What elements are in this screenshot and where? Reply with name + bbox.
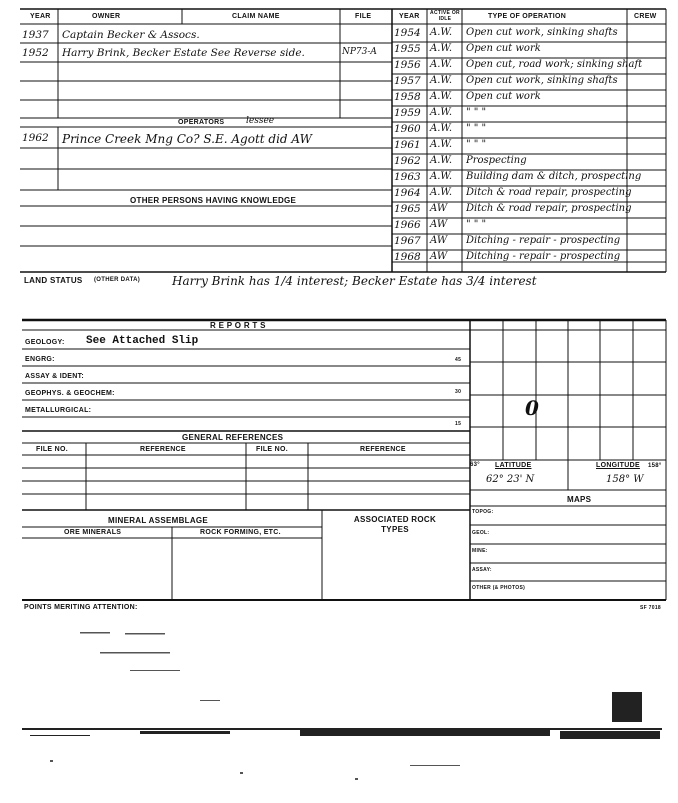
operation-year: 1954 xyxy=(394,27,421,39)
operation-status: AW xyxy=(430,235,448,246)
operation-type: Ditch & road repair, prospecting xyxy=(466,203,632,214)
operation-status: A.W. xyxy=(430,59,453,70)
operation-year: 1960 xyxy=(394,123,421,135)
operation-status: A.W. xyxy=(430,43,453,54)
land-status-sub: (OTHER DATA) xyxy=(94,277,141,283)
operation-year: 1962 xyxy=(394,155,421,167)
scale-45: 45 xyxy=(455,357,462,363)
assay-label: ASSAY & IDENT: xyxy=(25,373,85,380)
operation-type: Ditching - repair - prospecting xyxy=(466,251,621,262)
geophys-label: GEOPHYS. & GEOCHEM: xyxy=(25,390,115,397)
engrg-label: ENGRG: xyxy=(25,356,55,363)
longitude-label: LONGITUDE xyxy=(596,462,640,469)
operation-type: " " " xyxy=(466,219,487,230)
operators-label: OPERATORS xyxy=(178,119,225,126)
operation-status: AW xyxy=(430,203,448,214)
land-status-text: Harry Brink has 1/4 interest; Becker Estate has 3/4 interest xyxy=(172,274,537,288)
operation-status: AW xyxy=(430,251,448,262)
maps-topog: TOPOG: xyxy=(472,509,494,515)
operation-status: A.W. xyxy=(430,123,453,134)
operation-type: " " " xyxy=(466,107,487,118)
operation-type: Open cut work, sinking shafts xyxy=(466,75,618,86)
operation-type: " " " xyxy=(466,123,487,134)
operation-year: 1956 xyxy=(394,59,421,71)
operation-status: A.W. xyxy=(430,187,453,198)
header-owner: OWNER xyxy=(92,13,121,20)
operation-type: Building dam & ditch, prospecting xyxy=(466,171,642,182)
header-claim-name: CLAIM NAME xyxy=(232,13,280,20)
owner-year-2: 1952 xyxy=(22,47,49,59)
operation-type: Open cut work xyxy=(466,91,541,102)
rock-forming-label: ROCK FORMING, ETC. xyxy=(200,529,281,536)
maps-other: OTHER (& PHOTOS) xyxy=(472,585,526,591)
operation-type: Ditch & road repair, prospecting xyxy=(466,187,632,198)
operation-type: Ditching - repair - prospecting xyxy=(466,235,621,246)
metallurgical-label: METALLURGICAL: xyxy=(25,407,92,414)
operation-status: A.W. xyxy=(430,107,453,118)
operation-status: A.W. xyxy=(430,139,453,150)
operation-year: 1958 xyxy=(394,91,421,103)
gr-file-no-2: FILE NO. xyxy=(256,446,288,453)
header-file: FILE xyxy=(355,13,372,20)
grid-corner-right: 158° xyxy=(648,463,662,469)
owner-name-1: Captain Becker & Assocs. xyxy=(62,29,200,41)
operation-year: 1967 xyxy=(394,235,421,247)
maps-assay: ASSAY: xyxy=(472,567,492,573)
operation-year: 1959 xyxy=(394,107,421,119)
operation-year: 1964 xyxy=(394,187,421,199)
general-references-title: GENERAL REFERENCES xyxy=(182,433,284,442)
operation-status: A.W. xyxy=(430,171,453,182)
operation-type: Open cut, road work; sinking shaft xyxy=(466,59,643,70)
gr-reference-1: REFERENCE xyxy=(140,446,186,453)
operation-status: A.W. xyxy=(430,155,453,166)
scale-30: 30 xyxy=(455,389,462,395)
header-year-right: YEAR xyxy=(399,13,420,20)
other-persons-label: OTHER PERSONS HAVING KNOWLEDGE xyxy=(130,196,297,205)
owner-year-1: 1937 xyxy=(22,29,49,41)
operator-name-1: Prince Creek Mng Co? S.E. Agott did AW xyxy=(62,132,312,146)
geology-value: See Attached Slip xyxy=(86,335,199,347)
header-active-idle: ACTIVE OR IDLE xyxy=(430,10,460,22)
ore-minerals-label: ORE MINERALS xyxy=(64,529,122,536)
gr-reference-2: REFERENCE xyxy=(360,446,406,453)
header-crew: CREW xyxy=(634,13,657,20)
operation-year: 1955 xyxy=(394,43,421,55)
longitude-value: 158° W xyxy=(606,474,644,485)
operation-status: A.W. xyxy=(430,75,453,86)
maps-title: MAPS xyxy=(567,495,592,504)
geology-label: GEOLOGY: xyxy=(25,339,65,346)
maps-mine: MINE: xyxy=(472,548,488,554)
operation-year: 1965 xyxy=(394,203,421,215)
operators-note: lessee xyxy=(246,116,275,126)
reports-title: R E P O R T S xyxy=(210,321,266,330)
operation-year: 1961 xyxy=(394,139,421,151)
operation-type: " " " xyxy=(466,139,487,150)
operation-status: A.W. xyxy=(430,91,453,102)
operation-year: 1968 xyxy=(394,251,421,263)
mineral-assemblage-title: MINERAL ASSEMBLAGE xyxy=(108,516,209,525)
latitude-value: 62° 23' N xyxy=(486,474,535,485)
operation-year: 1957 xyxy=(394,75,421,87)
operation-year: 1963 xyxy=(394,171,421,183)
operator-year-1: 1962 xyxy=(22,132,49,144)
header-type-of-operation: TYPE OF OPERATION xyxy=(488,13,567,20)
maps-geol: GEOL: xyxy=(472,530,490,536)
associated-rock-types-label: ASSOCIATED ROCK TYPES xyxy=(353,515,437,534)
operation-status: AW xyxy=(430,219,448,230)
operation-type: Open cut work, sinking shafts xyxy=(466,27,618,38)
operation-status: A.W. xyxy=(430,27,453,38)
gr-file-no-1: FILE NO. xyxy=(36,446,68,453)
grid-corner-left: 63° xyxy=(470,462,480,468)
grid-location-mark: 0 xyxy=(525,396,539,420)
points-meriting-attention-label: POINTS MERITING ATTENTION: xyxy=(24,604,138,611)
operation-type: Prospecting xyxy=(466,155,527,166)
scale-15: 15 xyxy=(455,421,462,427)
form-number: SF 7018 xyxy=(640,605,662,611)
operation-year: 1966 xyxy=(394,219,421,231)
header-year: YEAR xyxy=(30,13,51,20)
land-status-label: LAND STATUS xyxy=(24,276,83,285)
operation-type: Open cut work xyxy=(466,43,541,54)
owner-name-2: Harry Brink, Becker Estate See Reverse side. xyxy=(62,47,305,59)
latitude-label: LATITUDE xyxy=(495,462,532,469)
owner-file-2: NP73-A xyxy=(342,47,377,57)
